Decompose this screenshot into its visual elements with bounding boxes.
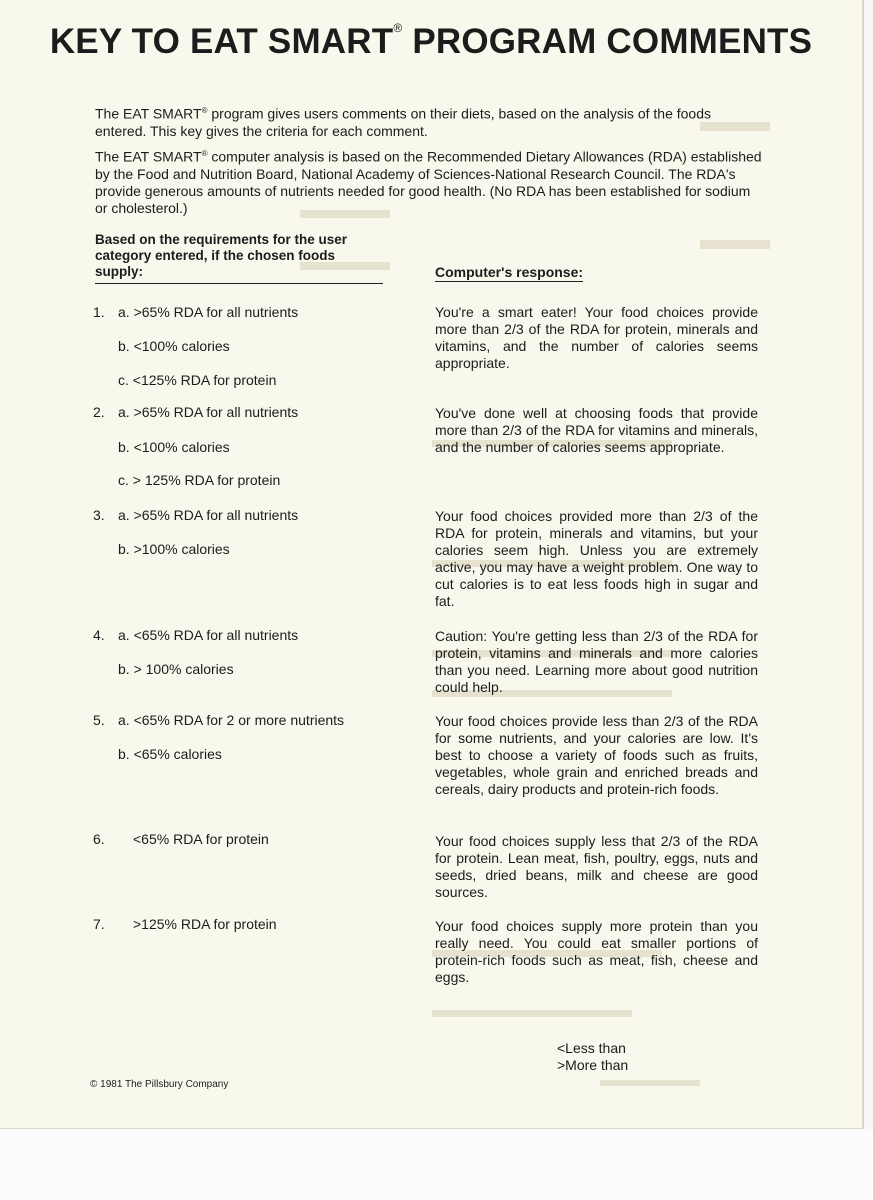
row-number: 2.	[93, 404, 105, 420]
criterion: <65% RDA for protein	[133, 831, 269, 847]
row-number: 1.	[93, 304, 105, 320]
response-text: Caution: You're getting less than 2/3 of the RDA for protein, vitamins and minerals and more calories than you need. Learning more about good nutrition could help.	[435, 628, 758, 695]
criterion: a. >65% RDA for all nutrients	[118, 507, 299, 523]
legend-more-than: >More than	[557, 1057, 629, 1073]
copyright-notice: © 1981 The Pillsbury Company	[90, 1079, 229, 1090]
row-number: 6.	[93, 831, 105, 847]
response-text: Your food choices provided more than 2/3 of the RDA for protein, minerals and vitamins, but your calories seem high. Unless you are extremely active, you may have a weight problem. One way to cut calories is to eat less foods high in sugar and fat.	[435, 508, 758, 609]
scan-background	[0, 1129, 873, 1200]
criterion: a. >65% RDA for all nutrients	[118, 304, 299, 320]
response-text: You've done well at choosing foods that provide more than 2/3 of the RDA for vitamins and minerals, and the number of calories seems appropriate.	[435, 405, 758, 455]
symbol-legend	[557, 1040, 628, 1074]
intro-paragraph-2: The EAT SMART® computer analysis is based on the Recommended Dietary Allowances (RDA) established by the Food and Nutrition Board, National Academy of Sciences-National Research Council. The RDA's provide generous amounts of nutrients needed for good health. (No RDA has been established for sodium or cholesterol.)	[95, 148, 762, 216]
criterion: a. >65% RDA for all nutrients	[118, 404, 299, 420]
response-text: Your food choices supply more protein than you really need. You could eat smaller portions of protein-rich foods such as meat, fish, cheese and eggs.	[435, 918, 758, 985]
response-column-header: Computer's response:	[435, 264, 584, 280]
criteria-header-rule	[95, 283, 383, 284]
criterion: b. >100% calories	[118, 541, 230, 557]
page-title: KEY TO EAT SMART® PROGRAM COMMENTS	[49, 21, 813, 61]
row-number: 5.	[93, 712, 105, 728]
criteria-column-header: Based on the requirements for the user category entered, if the chosen foods supply:	[95, 232, 348, 279]
response-text: You're a smart eater! Your food choices provide more than 2/3 of the RDA for protein, minerals and vitamins, and the number of calories seems appropriate.	[435, 304, 758, 371]
criterion: b. <65% calories	[118, 746, 222, 762]
criterion: b. <100% calories	[118, 338, 230, 354]
intro-paragraph-1: The EAT SMART® program gives users comments on their diets, based on the analysis of the foods entered. This key gives the criteria for each comment.	[95, 105, 711, 139]
legend-less-than: <Less than	[557, 1040, 626, 1056]
row-number: 3.	[93, 507, 105, 523]
criterion: b. > 100% calories	[118, 661, 234, 677]
row-number: 4.	[93, 627, 105, 643]
row-number: 7.	[93, 916, 105, 932]
criterion: a. <65% RDA for 2 or more nutrients	[118, 712, 345, 728]
criterion: >125% RDA for protein	[133, 916, 277, 932]
criterion: c. <125% RDA for protein	[118, 372, 277, 388]
response-text: Your food choices provide less than 2/3 of the RDA for some nutrients, and your calories are low. It's best to choose a variety of foods such as fruits, vegetables, whole grain and enriched breads and cereals, dairy products and protein-rich foods.	[435, 713, 758, 797]
response-text: Your food choices supply less that 2/3 of the RDA for protein. Lean meat, fish, poultry, eggs, nuts and seeds, dried beans, milk and cheese are good sources.	[435, 833, 758, 900]
criterion: b. <100% calories	[118, 439, 230, 455]
criterion: a. <65% RDA for all nutrients	[118, 627, 299, 643]
criterion: c. > 125% RDA for protein	[118, 472, 281, 488]
